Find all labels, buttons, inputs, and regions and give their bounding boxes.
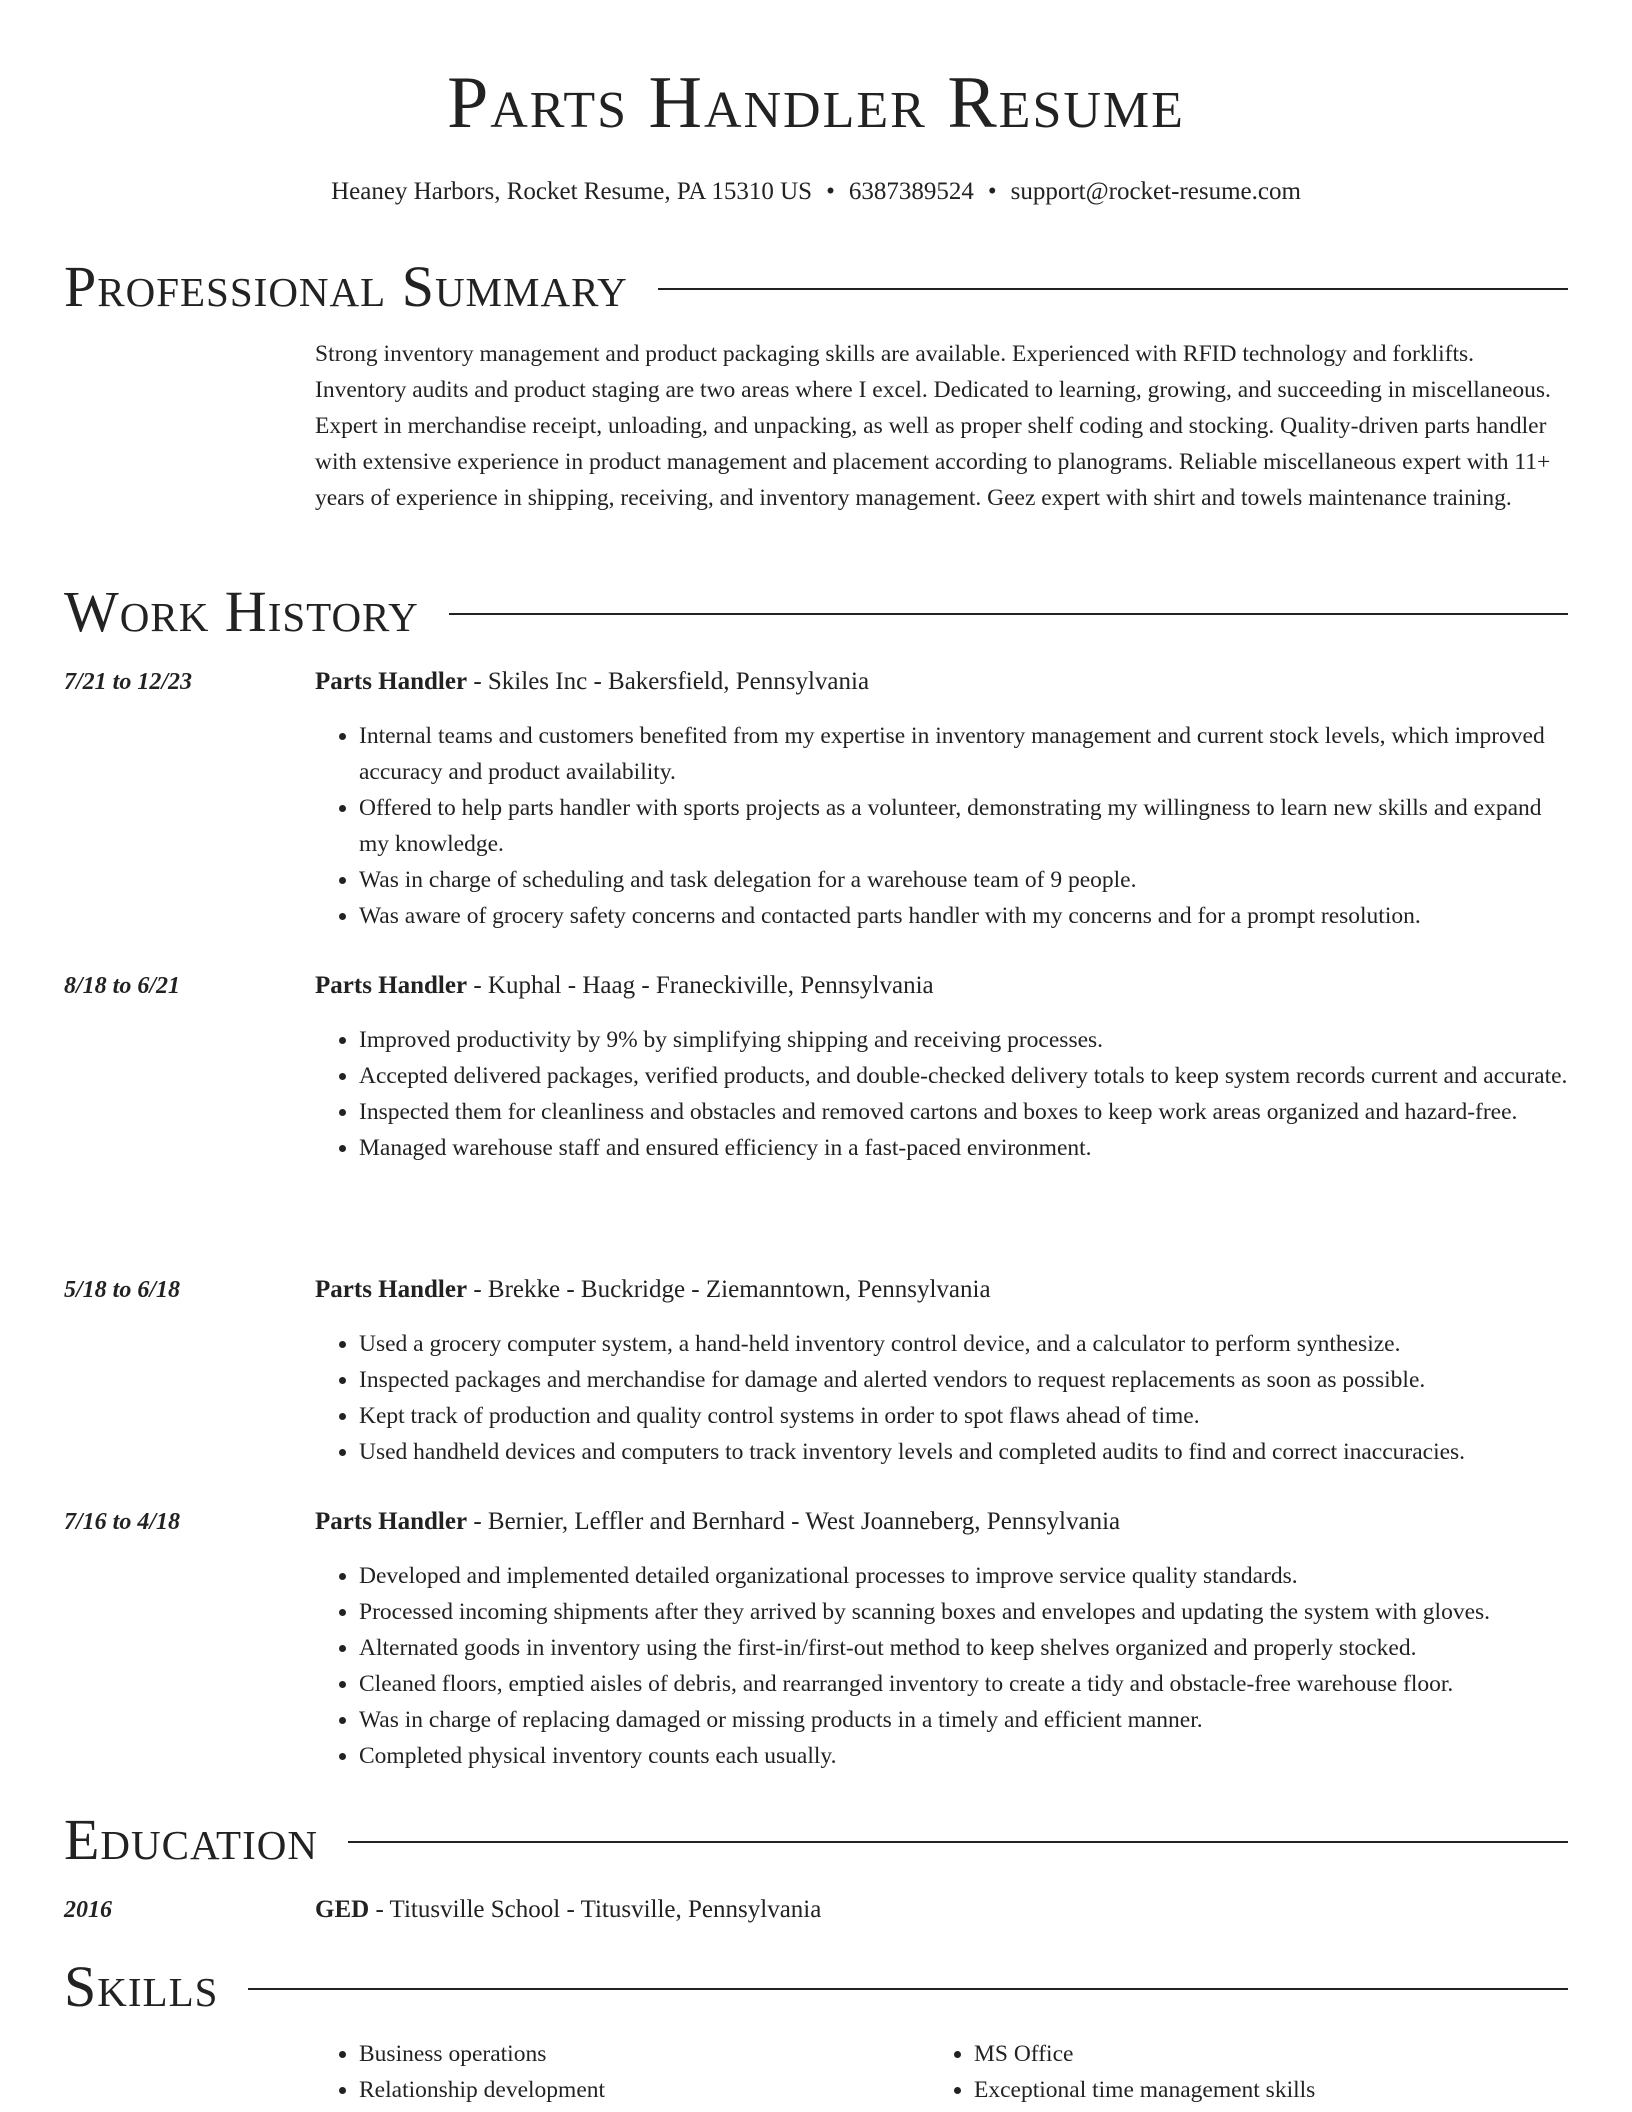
job-bullets xyxy=(315,718,1570,934)
list-item: • Completed physical inventory counts each usually. xyxy=(359,1738,1570,1774)
skills-body xyxy=(315,2036,1570,2112)
contact-line xyxy=(0,176,1632,208)
list-item: • Business operations xyxy=(359,2036,605,2072)
list-item: • Improved productivity by 9% by simplifying shipping and receiving processes. xyxy=(359,1022,1570,1058)
resume-title: Parts Handler Resume xyxy=(447,62,1185,144)
job-date: 7/21 to 12/23 xyxy=(64,669,193,695)
list-item: • MS Office xyxy=(974,2036,1315,2072)
education-heading-line xyxy=(315,1892,821,1928)
contact-address: Heaney Harbors, Rocket Resume, PA 15310 US xyxy=(331,178,813,205)
summary-text: Strong inventory management and product packaging skills are available. Experienced with RFID technology and forklifts. Inventory audits and product staging are two areas where I excel. Dedicated to learning, growing, and succeeding in miscellaneous. Expert in merchandise receipt, unloading, and unpacking, as well as proper shelf coding and stocking. Quality-driven parts handler with extensive experience in product management and placement according to planograms. Reliable miscellaneous expert with 11+ years of experience in shipping, receiving, and inventory management. Geez expert with shirt and towels maintenance training. xyxy=(315,341,1551,511)
section-divider xyxy=(348,1841,1568,1843)
list-item: • Used handheld devices and computers to track inventory levels and completed audits to find and correct inaccuracies. xyxy=(359,1434,1570,1470)
job-role: Parts Handler xyxy=(315,1508,468,1535)
skills-heading: Skills xyxy=(64,1954,219,2019)
list-item: • Inspected them for cleanliness and obstacles and removed cartons and boxes to keep work areas organized and hazard-free. xyxy=(359,1094,1570,1130)
list-item: • Developed and implemented detailed organizational processes to improve service quality standards. xyxy=(359,1558,1570,1594)
skills-list-left xyxy=(315,2036,605,2108)
list-item: • Internal teams and customers benefited from my expertise in inventory management and current stock levels, which improved accuracy and product availability. xyxy=(359,718,1570,790)
list-item: • Used a grocery computer system, a hand-held inventory control device, and a calculator to perform synthesize. xyxy=(359,1326,1570,1362)
list-item: • Kept track of production and quality control systems in order to spot flaws ahead of time. xyxy=(359,1398,1570,1434)
list-item: • Processed incoming shipments after they arrived by scanning boxes and envelopes and updating the system with gloves. xyxy=(359,1594,1570,1630)
work-section-header xyxy=(64,580,1568,644)
job-heading xyxy=(315,968,934,1004)
contact-email: support@rocket-resume.com xyxy=(1010,178,1301,205)
section-divider xyxy=(658,288,1568,290)
summary-section-header xyxy=(64,255,1568,319)
list-item: • Alternated goods in inventory using the first-in/first-out method to keep shelves organized and properly stocked. xyxy=(359,1630,1570,1666)
section-divider xyxy=(449,613,1568,615)
job-heading xyxy=(315,664,869,700)
work-heading: Work History xyxy=(64,579,419,644)
contact-separator: • xyxy=(987,178,997,205)
list-item: • Offered to help parts handler with sports projects as a volunteer, demonstrating my willingness to learn new skills and expand my knowledge. xyxy=(359,790,1570,862)
contact-separator: • xyxy=(826,178,835,205)
section-divider xyxy=(248,1988,1568,1990)
summary-body xyxy=(315,336,1570,516)
list-item: • Was aware of grocery safety concerns and contacted parts handler with my concerns and for a prompt resolution. xyxy=(359,898,1570,934)
job-details: - Bernier, Leffler and Bernhard - West Joanneberg, Pennsylvania xyxy=(467,1508,1121,1535)
job-details: - Skiles Inc - Bakersfield, Pennsylvania xyxy=(467,668,870,695)
job-bullets xyxy=(315,1022,1570,1166)
job-details: - Brekke - Buckridge - Ziemanntown, Pennsylvania xyxy=(467,1276,991,1303)
job-date: 8/18 to 6/21 xyxy=(64,973,181,999)
list-item: • Inspected packages and merchandise for damage and alerted vendors to request replacements as soon as possible. xyxy=(359,1362,1570,1398)
job-details: - Kuphal - Haag - Franeckiville, Pennsylvania xyxy=(467,972,934,999)
list-item: • Was in charge of scheduling and task delegation for a warehouse team of 9 people. xyxy=(359,862,1570,898)
education-details: - Titusville School - Titusville, Pennsylvania xyxy=(369,1896,822,1923)
job-date: 5/18 to 6/18 xyxy=(64,1277,181,1303)
job-bullets xyxy=(315,1558,1570,1774)
education-date: 2016 xyxy=(64,1897,112,1923)
job-role: Parts Handler xyxy=(315,972,468,999)
education-degree: GED xyxy=(315,1896,370,1923)
job-heading xyxy=(315,1504,1120,1540)
list-item: • Cleaned floors, emptied aisles of debris, and rearranged inventory to create a tidy and obstacle-free warehouse floor. xyxy=(359,1666,1570,1702)
skills-list-right xyxy=(930,2036,1315,2108)
education-section-header xyxy=(64,1808,1568,1872)
job-bullets xyxy=(315,1326,1570,1470)
education-heading: Education xyxy=(64,1807,318,1872)
job-heading xyxy=(315,1272,991,1308)
job-role: Parts Handler xyxy=(315,1276,468,1303)
list-item: • Relationship development xyxy=(359,2072,605,2108)
job-date: 7/16 to 4/18 xyxy=(64,1509,181,1535)
list-item: • Was in charge of replacing damaged or missing products in a timely and efficient manner. xyxy=(359,1702,1570,1738)
job-role: Parts Handler xyxy=(315,668,468,695)
contact-phone: 6387389524 xyxy=(848,178,974,205)
summary-heading: Professional Summary xyxy=(64,254,628,319)
list-item: • Managed warehouse staff and ensured efficiency in a fast-paced environment. xyxy=(359,1130,1570,1166)
list-item: • Accepted delivered packages, verified products, and double-checked delivery totals to keep system records current and accurate. xyxy=(359,1058,1570,1094)
list-item: • Exceptional time management skills xyxy=(974,2072,1315,2108)
skills-section-header xyxy=(64,1955,1568,2019)
